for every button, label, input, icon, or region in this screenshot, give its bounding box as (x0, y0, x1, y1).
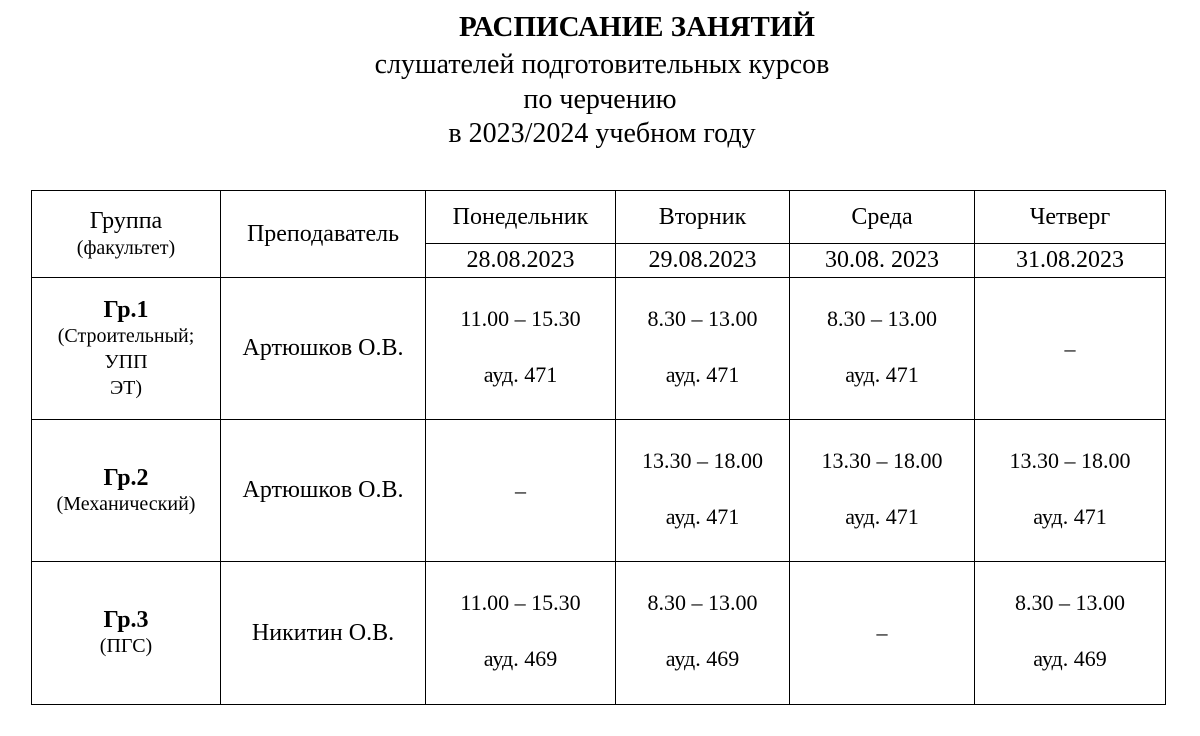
page-title: РАСПИСАНИЕ ЗАНЯТИЙ (459, 11, 815, 43)
slot-time: 8.30 – 13.00 (827, 306, 937, 331)
group-name: Гр.1 (103, 296, 149, 323)
group-faculty-line: ЭТ) (109, 376, 143, 399)
table-row (32, 420, 1166, 562)
slot-cell-wednesday (790, 278, 975, 420)
group-name: Гр.2 (103, 464, 149, 491)
slot-time: 13.30 – 18.00 (1009, 448, 1131, 473)
group-faculty-line: (ПГС) (99, 635, 153, 657)
slot-time: 13.30 – 18.00 (821, 448, 943, 473)
header-date-monday: 28.08.2023 (426, 244, 616, 278)
slot-cell-thursday (975, 562, 1166, 705)
group-name: Гр.3 (103, 607, 149, 633)
subtitle-line-2: по черчению (523, 84, 677, 115)
slot-cell-tuesday (616, 562, 790, 705)
group-cell (32, 278, 221, 420)
header-day-tuesday: Вторник (616, 191, 790, 244)
header-day-thursday: Четверг (975, 191, 1166, 244)
slot-room: ауд. 471 (665, 504, 740, 529)
group-faculty-line: (Механический) (56, 492, 196, 515)
group-cell (32, 420, 221, 562)
slot-room: ауд. 471 (845, 504, 919, 529)
slot-time: 11.00 – 15.30 (460, 306, 581, 331)
slot-time: 8.30 – 13.00 (647, 590, 758, 615)
slot-cell-monday (426, 278, 616, 420)
slot-room: ауд. 471 (845, 362, 919, 387)
slot-cell-wednesday (790, 420, 975, 562)
slot-room: ауд. 471 (665, 362, 740, 387)
slot-room: ауд. 471 (483, 362, 558, 387)
schedule-table (31, 190, 1166, 705)
header-row-days (32, 191, 1166, 244)
slot-time: 13.30 – 18.00 (642, 448, 763, 473)
table-row (32, 562, 1166, 705)
header-teacher-cell (221, 191, 426, 278)
slot-cell-wednesday-empty: – (790, 562, 975, 705)
table-row (32, 278, 1166, 420)
slot-cell-tuesday (616, 420, 790, 562)
header-teacher-label: Преподаватель (246, 220, 400, 247)
slot-cell-thursday (975, 420, 1166, 562)
slot-room: ауд. 469 (665, 646, 740, 671)
header-day-wednesday: Среда (790, 191, 975, 244)
slot-room: ауд. 471 (1033, 504, 1107, 529)
slot-cell-monday-empty: – (426, 420, 616, 562)
group-faculty-line: УПП (104, 350, 148, 373)
header-group-cell (32, 191, 221, 278)
subtitle-line-3: в 2023/2024 учебном году (448, 118, 756, 149)
subtitle-line-1: слушателей подготовительных курсов (374, 49, 830, 80)
header-group-label: Группа (89, 207, 163, 234)
teacher-cell: Артюшков О.В. (221, 420, 426, 562)
slot-room: ауд. 469 (483, 646, 558, 671)
slot-time: 8.30 – 13.00 (647, 306, 758, 331)
group-faculty-line: (Строительный; (57, 324, 195, 347)
header-date-thursday: 31.08.2023 (975, 244, 1166, 278)
slot-cell-thursday-empty: – (975, 278, 1166, 420)
teacher-cell: Никитин О.В. (221, 562, 426, 705)
header-group-sublabel: (факультет) (76, 236, 176, 259)
slot-room: ауд. 469 (1033, 646, 1107, 671)
header-date-tuesday: 29.08.2023 (616, 244, 790, 278)
slot-cell-tuesday (616, 278, 790, 420)
group-cell (32, 562, 221, 705)
slot-cell-monday (426, 562, 616, 705)
header-day-monday: Понедельник (426, 191, 616, 244)
teacher-cell: Артюшков О.В. (221, 278, 426, 420)
slot-time: 11.00 – 15.30 (460, 590, 581, 615)
header-date-wednesday: 30.08. 2023 (790, 244, 975, 278)
slot-time: 8.30 – 13.00 (1015, 590, 1125, 615)
